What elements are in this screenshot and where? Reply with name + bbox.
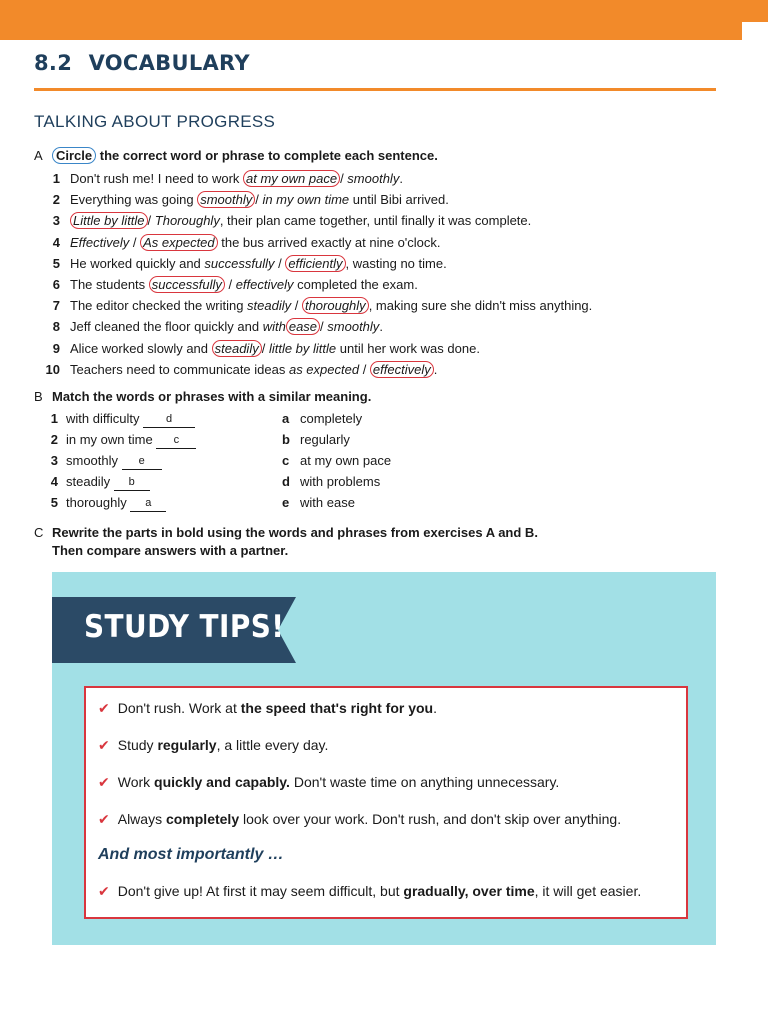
match-right-item xyxy=(282,472,380,492)
sentence-fragment: / xyxy=(291,298,302,314)
item-number: 2 xyxy=(52,192,60,208)
sentence-fragment: . xyxy=(399,171,403,186)
sentence-fragment: until Bibi arrived. xyxy=(349,192,449,208)
answer-blank: d xyxy=(143,413,195,428)
match-left-item xyxy=(44,493,166,513)
circled-answer: As expected xyxy=(140,234,218,251)
match-letter: e xyxy=(282,495,290,510)
tip-text: Study xyxy=(117,737,158,753)
check-icon: ✔ xyxy=(98,737,110,753)
circle-word: Circle xyxy=(52,147,96,164)
sentence-fragment: , their plan came together, until finally it was complete. xyxy=(219,213,532,229)
sentence-fragment: The students xyxy=(70,277,149,292)
item-sentence xyxy=(70,211,531,231)
match-right-item xyxy=(282,493,355,513)
sentence-fragment: Everything was going xyxy=(70,192,198,208)
exercise-a-item xyxy=(34,169,734,189)
circled-answer: successfully xyxy=(149,276,225,293)
tip-text: look over your work. Don't rush, and don't skip over anything. xyxy=(239,811,622,827)
tip-text: Don't give up! At first it may seem difficult, but xyxy=(117,883,404,899)
match-phrase: thoroughly xyxy=(66,495,131,510)
sentence-fragment: Don't rush me! I need to work xyxy=(70,171,244,186)
sentence-fragment: / xyxy=(359,361,370,377)
match-left-item xyxy=(44,430,196,450)
sentence-fragment: smoothly xyxy=(347,171,400,186)
exercise-a-letter: A xyxy=(34,148,43,163)
item-number: 8 xyxy=(52,319,60,335)
match-meaning: at my own pace xyxy=(300,453,392,468)
tip-text: Work xyxy=(117,774,155,790)
item-sentence xyxy=(70,169,403,189)
item-sentence xyxy=(70,275,418,295)
exercise-c-letter: C xyxy=(34,525,44,540)
sentence-fragment: , wasting no time. xyxy=(345,255,447,271)
tip-text: , it will get easier. xyxy=(534,883,642,899)
sentence-fragment: / xyxy=(274,255,286,271)
sentence-fragment: Jeff cleaned the floor quickly and xyxy=(70,319,263,335)
item-number: 4 xyxy=(52,234,60,250)
tip-text: . xyxy=(433,700,437,716)
sentence-fragment: successfully xyxy=(204,255,275,271)
tip-text: Don't waste time on anything unnecessary. xyxy=(289,774,560,790)
answer-blank: c xyxy=(156,434,196,449)
sentence-fragment: . xyxy=(379,319,383,335)
instr-c-part2: using the words and phrases from exercises A and B. xyxy=(203,525,538,540)
sentence-fragment: the bus arrived exactly at nine o'clock. xyxy=(217,234,441,250)
sentence-fragment: completed the exam. xyxy=(293,277,418,292)
match-meaning: with ease xyxy=(300,495,355,510)
circled-answer: smoothly xyxy=(197,191,255,208)
top-bar-notch xyxy=(742,22,768,40)
exercise-a-item xyxy=(34,254,734,274)
item-sentence xyxy=(70,190,449,210)
match-meaning: with problems xyxy=(300,474,381,489)
circled-answer: effectively xyxy=(370,361,434,378)
circled-answer: at my own pace xyxy=(243,170,340,187)
check-icon: ✔ xyxy=(98,883,110,899)
exercise-a-item xyxy=(34,360,734,380)
match-number: 3 xyxy=(50,453,58,468)
item-sentence xyxy=(70,360,437,380)
exercise-a-item xyxy=(34,296,734,316)
study-tip-final xyxy=(98,883,641,900)
sentence-fragment: with xyxy=(262,319,286,335)
item-number: 10 xyxy=(45,361,60,377)
answer-blank: b xyxy=(114,476,150,491)
exercise-a-item xyxy=(34,317,734,337)
sentence-fragment: Teachers need to communicate ideas xyxy=(70,361,289,377)
sentence-fragment: / xyxy=(261,340,269,356)
instr-c-bold: bold xyxy=(176,525,204,540)
exercise-c-instruction-line2: Then compare answers with a partner. xyxy=(52,543,289,558)
item-number: 5 xyxy=(52,255,60,271)
tip-text: Don't rush. Work at xyxy=(117,700,241,716)
section-header xyxy=(34,48,716,91)
circled-answer: thoroughly xyxy=(302,297,369,314)
study-tip xyxy=(98,737,328,754)
match-phrase: with difficulty xyxy=(66,411,144,426)
match-number: 2 xyxy=(50,432,58,447)
sentence-fragment: / xyxy=(340,171,348,186)
exercise-a-item xyxy=(34,190,734,210)
check-icon: ✔ xyxy=(98,811,110,827)
item-sentence xyxy=(70,233,441,253)
match-right-item xyxy=(282,451,391,471)
important-heading: And most importantly … xyxy=(98,846,284,863)
instruction-text: the correct word or phrase to complete each sentence. xyxy=(96,148,438,163)
section-number: 8.2 xyxy=(34,51,73,75)
match-number: 5 xyxy=(50,495,58,510)
sentence-fragment: effectively xyxy=(235,277,294,292)
match-meaning: regularly xyxy=(300,432,350,447)
study-tips-card xyxy=(84,686,688,919)
tip-emphasis: regularly xyxy=(157,737,217,753)
item-sentence xyxy=(70,339,480,359)
match-right-item xyxy=(282,430,350,450)
item-sentence xyxy=(70,317,383,337)
tip-text: Always xyxy=(117,811,166,827)
item-number: 6 xyxy=(52,277,60,292)
item-sentence xyxy=(70,296,592,316)
circled-answer: Little by little xyxy=(70,212,148,229)
match-meaning: completely xyxy=(300,411,363,426)
exercise-a-item xyxy=(34,339,734,359)
item-number: 1 xyxy=(52,171,60,186)
match-letter: b xyxy=(282,432,290,447)
sentence-fragment: / xyxy=(147,213,155,229)
sentence-fragment: / xyxy=(224,277,236,292)
sentence-fragment: little by little xyxy=(268,340,337,356)
sentence-fragment: He worked quickly and xyxy=(70,255,205,271)
match-left-item xyxy=(44,472,150,492)
exercise-c-instruction xyxy=(52,525,538,540)
circled-answer: ease xyxy=(286,318,320,335)
match-left-item xyxy=(44,409,195,429)
tip-emphasis: the speed that's right for you xyxy=(240,700,434,716)
exercise-b-letter: B xyxy=(34,389,43,404)
check-icon: ✔ xyxy=(98,700,110,716)
tip-emphasis: completely xyxy=(165,811,240,827)
answer-blank: a xyxy=(130,497,166,512)
sentence-fragment: . xyxy=(433,361,438,377)
match-number: 4 xyxy=(50,474,58,489)
sentence-fragment: / xyxy=(129,234,141,250)
exercise-a-instruction xyxy=(52,148,438,163)
sentence-fragment: steadily xyxy=(247,298,292,314)
circled-answer: steadily xyxy=(212,340,262,357)
study-tips-title: STUDY TIPS! xyxy=(84,609,285,645)
match-letter: d xyxy=(282,474,290,489)
sentence-fragment: until her work was done. xyxy=(336,340,480,356)
subheading: TALKING ABOUT PROGRESS xyxy=(34,112,276,131)
exercise-a-item xyxy=(34,275,734,295)
study-tip xyxy=(98,774,559,791)
item-number: 9 xyxy=(52,340,60,356)
tip-text: , a little every day. xyxy=(216,737,329,753)
match-number: 1 xyxy=(50,411,58,426)
item-number: 3 xyxy=(52,213,60,229)
tip-emphasis: quickly and capably. xyxy=(154,774,290,790)
match-phrase: steadily xyxy=(66,474,114,489)
sentence-fragment: / xyxy=(255,192,263,208)
sentence-fragment: Effectively xyxy=(70,234,130,250)
section-title: VOCABULARY xyxy=(88,51,250,75)
sentence-fragment: in my own time xyxy=(262,192,350,208)
circled-answer: efficiently xyxy=(285,255,345,272)
match-left-item xyxy=(44,451,162,471)
match-right-item xyxy=(282,409,362,429)
sentence-fragment: / xyxy=(320,319,328,335)
match-phrase: smoothly xyxy=(66,453,122,468)
match-letter: c xyxy=(282,453,290,468)
sentence-fragment: Thoroughly xyxy=(154,213,220,229)
instr-c-part1: Rewrite the parts in xyxy=(52,525,177,540)
study-tip xyxy=(98,700,437,717)
sentence-fragment: Alice worked slowly and xyxy=(70,340,212,356)
top-orange-bar xyxy=(0,0,768,40)
tip-emphasis: gradually, over time xyxy=(403,883,535,899)
match-phrase: in my own time xyxy=(66,432,157,447)
exercise-a-item xyxy=(34,211,734,231)
sentence-fragment: smoothly xyxy=(327,319,380,335)
exercise-a-item xyxy=(34,233,734,253)
item-sentence xyxy=(70,254,447,274)
sentence-fragment: The editor checked the writing xyxy=(70,298,248,314)
exercise-b-instruction: Match the words or phrases with a similar meaning. xyxy=(52,389,372,404)
study-tip xyxy=(98,811,621,828)
item-number: 7 xyxy=(52,298,60,314)
match-letter: a xyxy=(282,411,290,426)
sentence-fragment: , making sure she didn't miss anything. xyxy=(368,298,593,314)
sentence-fragment: as expected xyxy=(288,361,360,377)
check-icon: ✔ xyxy=(98,774,110,790)
answer-blank: e xyxy=(122,455,162,470)
